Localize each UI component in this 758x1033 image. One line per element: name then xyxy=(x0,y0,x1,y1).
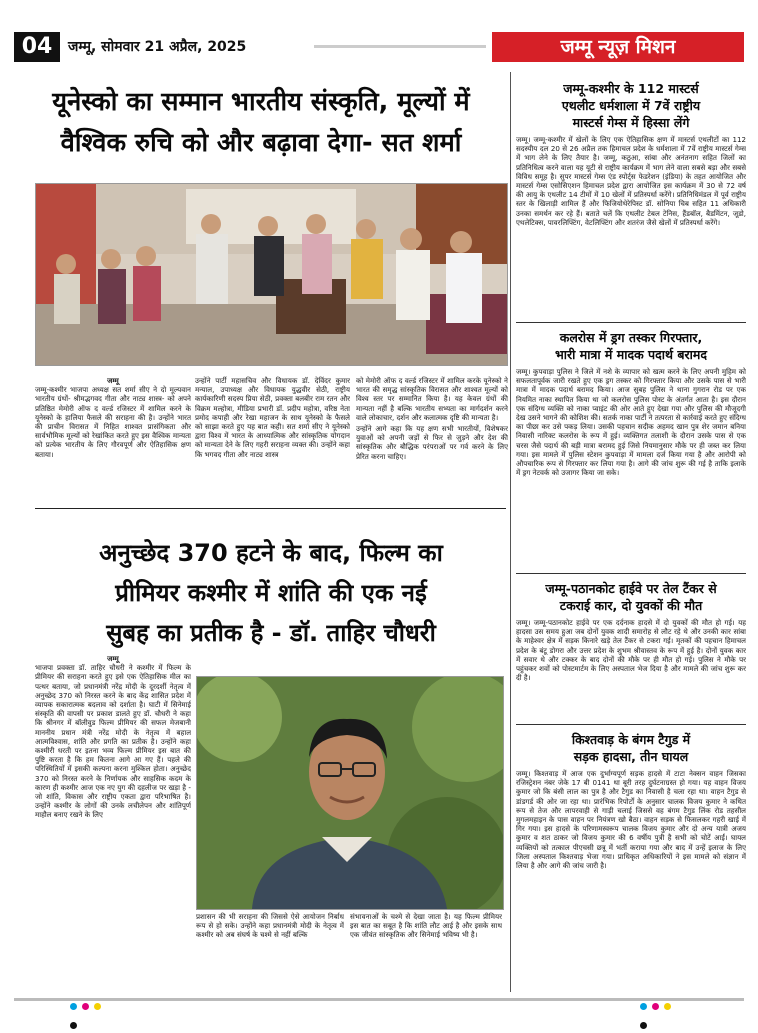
story1-headline xyxy=(18,82,504,164)
side4-headline-line1: किश्तवाड़ के बंगम टैगुड में xyxy=(571,732,691,747)
story1-col3 xyxy=(356,376,508,502)
story2-portrait-photo xyxy=(196,676,504,910)
story2-col1-text: भाजपा प्रवक्ता डॉ. ताहिर चौधरी ने कश्मीर में फिल्म के प्रीमियर की सराहना करते हुए इसे एक ऐतिहासिक मील का पत्थर बताया, जो प्रधानमंत्री नरेंद्र मोदी के दूरदर्शी नेतृत्व में अनुच्छेद 370 को निरस्त करने के बाद केंद्र शासित प्रदेश में व्यापक सकारात्मक बदलाव को दर्शाता है। घाटी में सिनेमाई संस्कृति की वापसी पर प्रकाश डालते हुए डॉ. चौधरी ने कहा कि श्रीनगर में बॉलीवुड फिल्म प्रीमियर की सफल मेजबानी माननीय प्रधान मंत्री नरेंद्र मोदी के नेतृत्व में बहाल आत्मविश्वास, शांति और प्रगति का प्रतीक है। उन्होंने कहा कश्मीरी धरती पर इतना भव्य फिल्म प्रीमियर इस बात की पुष्टि करता है कि हम कितना आगे आ गए हैं। पहले की परिस्थितियों में इसकी कल्पना करना मुश्किल होता। अनुच्छेद 370 को निरस्त करने के निर्णायक और साहसिक कदम के कारण ही कश्मीर आज एक नए युग की दहलीज पर खड़ा है - जो शांति, विकास और राष्ट्रीय एकता द्वारा परिभाषित है। उन्होंने कश्मीर के लोगों की उनके लचीलेपन और शांतिपूर्ण माहौल बनाए रखने के लिए xyxy=(35,663,191,820)
story2-headline-line1: अनुच्छेद 370 हटने के बाद, फिल्म का xyxy=(99,539,443,567)
story2-col3: संभावनाओं के चश्मे से देखा जाता है। यह फिल्म प्रीमियर इस बात का सबूत है कि शांति लौट आई है और इसके साथ एक जीवंत सांस्कृतिक और सिनेमाई भविष्य भी है। xyxy=(350,912,502,940)
side2-headline xyxy=(516,329,746,363)
side2-headline-line2: भारी मात्रा में मादक पदार्थ बरामद xyxy=(555,347,707,362)
story2-headline-line3: सुबह का प्रतीक है - डॉ. ताहिर चौधरी xyxy=(106,619,436,647)
story1-headline-line1: यूनेस्को का सम्मान भारतीय संस्कृति, मूल्यों में xyxy=(52,87,470,117)
registration-marks-left xyxy=(70,995,110,1003)
divider-story1-bottom xyxy=(35,508,506,509)
story2-headline xyxy=(38,533,504,653)
side1-headline-line2: एथलीट धर्मशाला में 7वें राष्ट्रीय xyxy=(561,98,701,113)
side-divider-3 xyxy=(516,724,746,725)
story2-col2: प्रशासन की भी सराहना की जिससे ऐसे आयोजन निर्बाध रूप से हो सके। उन्होंने कहा प्रधानमंत्री मोदी के नेतृत्व में कश्मीर को अब संघर्ष के चश्मे से नहीं बल्कि xyxy=(196,912,344,940)
side2-headline-line1: कलरोस में ड्रग तस्कर गिरफ्तार, xyxy=(559,330,703,345)
story2-col1 xyxy=(35,654,191,988)
side1-headline xyxy=(516,80,746,131)
portrait-illustration xyxy=(197,677,503,909)
side3-body: जम्मू। जम्मू-पठानकोट हाईवे पर एक दर्दनाक हादसे में दो युवकों की मौत हो गई। यह हादसा उस समय हुआ जब दोनों युवक शादी समारोह से लौट रहे थे और उनकी कार सांबा के माहेश्वर क्षेत्र में सड़क किनारे खड़े तेल टैंकर से टकरा गई। मृतकों की पहचान हिमाचल प्रदेश के बंटू डोगरा और उत्तर प्रदेश के शुभम श्रीवास्तव के रूप में हुई है। दोनों युवक कार में सवार थे और टक्कर के बाद दोनों की मौके पर ही मौत हो गई। पुलिस ने मौके पर पहुंचकर शवों को पोस्टमार्टम के लिए अस्पताल भेज दिया है और मामले की जांच शुरू कर दी है। xyxy=(516,618,746,683)
story1-col2: उन्होंने पार्टी महासचिव और विधायक डॉ. देविंदर कुमार मन्याल, उपाध्यक्ष और विधायक युद्धवीर सेठी, राष्ट्रीय कार्यकारिणी सदस्य प्रिया सेठी, प्रवक्ता बलबीर राम रतन और विक्रम मल्होत्रा, मीडिया प्रभारी डॉ. प्रदीप महोत्रा, वरिष्ठ नेता प्रमोद कपाही और रेखा महाजन के साथ यूनेस्को के फैसले को साझा करते हुए यह बात कही। सत शर्मा सीए ने यूनेस्को द्वारा विश्व में भारत के आध्यात्मिक और सांस्कृतिक योगदान को मान्यता देने के लिए गहरी सराहना व्यक्त की। उन्होंने कहा कि भगवद गीता और नाट्य शास्त्र xyxy=(195,376,350,459)
masthead: जम्मू न्यूज़ मिशन xyxy=(492,32,744,62)
story2-dateline: जम्मू xyxy=(107,654,119,663)
side1-body: जम्मू। जम्मू-कश्मीर में खेलों के लिए एक ऐतिहासिक क्षण में मास्टर्स एथलीटों का 112 सदस्यीय दल 20 से 26 अप्रैल तक हिमाचल प्रदेश के धर्मशाला में 7वें राष्ट्रीय मास्टर्स गेम्स में भाग लेने के लिए तैयार है। जम्मू, कठुआ, सांबा और अनंतनाग सहित जिलों का प्रतिनिधित्व करने वाला यह यूटी से राष्ट्रीय कार्यक्रम में भाग लेने वाला सबसे बड़ा और सबसे विविध समूह है। सुपर मास्टर्स गेम्स एंड स्पोर्ट्स फेडरेशन (इंडिया) के तहत आयोजित और मास्टर्स गेम्स एसोसिएशन हिमाचल प्रदेश द्वारा आयोजित इस कार्यक्रम में 30 से 72 वर्ष की आयु के एथलीट 14 टीमों में 10 खेलों में प्रतिस्पर्धा करेंगे। प्रतिनिधिमंडल में पूर्व राष्ट्रीय स्तर के खिलाड़ी शामिल हैं और फिजियोथेरेपिस्ट डॉ. सोनिया चिब सहित 11 अधिकारी उनका समर्थन कर रहे हैं। बताते चलें कि एथलीट टेबल टेनिस, हैंडबॉल, बैडमिंटन, जूडो, एथलेटिक्स, पावरलिफ्टिंग, वेटलिफ्टिंग और शतरंज जैसे खेलों में प्रतिस्पर्धा करेंगे। xyxy=(516,135,746,227)
page-number: 04 xyxy=(14,32,60,62)
side1-headline-line3: मास्टर्स गेम्स में हिस्सा लेंगे xyxy=(572,115,690,130)
story1-dateline: जम्मू xyxy=(107,376,119,385)
story1-photo xyxy=(35,183,508,366)
registration-marks-right xyxy=(640,995,680,1003)
sidebar-divider xyxy=(510,72,511,992)
side3-headline xyxy=(516,580,746,614)
story1-col1 xyxy=(35,376,191,502)
story1-col3-text: को मेमोरी ऑफ द वर्ल्ड रजिस्टर में शामिल करके यूनेस्को ने भारत की समृद्ध सांस्कृतिक विरासत और शाश्वत मूल्यों को विश्व स्तर पर सम्मानित किया है। यह केवल ग्रंथों की मान्यता नहीं है बल्कि भारतीय सभ्यता का मार्गदर्शन करने वाले लोकाचार, दर्शन और कलात्मक दृष्टि की मान्यता है। xyxy=(356,376,508,422)
story1-col1-text: जम्मू-कश्मीर भाजपा अध्यक्ष सत शर्मा सीए ने दो मूल्यवान भारतीय ग्रंथों- श्रीमद्भगवद गीता और नाट्य शास्त्र- को अपने प्रतिष्ठित मेमोरी ऑफ द वर्ल्ड रजिस्टर में शामिल करने के यूनेस्को के हालिया फैसले की सराहना की है। उन्होंने भारत की प्राचीन विरासत में निहित शाश्वत प्रासंगिकता और सार्वभौमिक मूल्यों को रेखांकित करते हुए इस वैश्विक मान्यता को प्रत्येक भारतीय के लिए गौरवपूर्ण और ऐतिहासिक क्षण बताया। xyxy=(35,385,191,459)
header-rule xyxy=(314,45,486,48)
bottom-rule xyxy=(14,998,744,1001)
side4-body: जम्मू। किश्तवाड़ में आज एक दुर्भाग्यपूर्ण सड़क हादसे में टाटा नेक्सन वाहन जिसका रजिस्ट्रेशन नंबर जेके 17 बी 0141 था बूरी तरह दुर्घटनाग्रस्त हो गया। यह वाहन विजय कुमार जो कि बंसी लाल का पुत्र है और टैगुड का निवासी है चला रहा था। वाहन टैगुड से डांडगर्ड की ओर जा रहा था। प्रारंभिक रिपोर्टों के अनुसार चालक विजय कुमार ने कथित रूप से तेज और लापरवाही से गाड़ी चलाई जिससे वह बंगम टैगुड लिंक रोड तहसील मुगलमहाइन के पास वाहन पर नियंत्रण खो बैठा। वाहन सड़क से फिसलकर गहरी खाई में गिर गया। इस हादसे के परिणामस्वरूप चालक विजय कुमार और दो अन्य यात्री अजय कुमार व शत ठाकर जो विजय कुमार की 6 वर्षीय पुत्री है सभी को चोटें आईं। घायल व्यक्तियों को तत्काल पीएचसी छत्रू में भर्ती कराया गया और बाद में उन्हें इलाज के लिए जिला अस्पताल किश्तवाड़ भेजा गया। प्राधिकृत अधिकारियों ने इस मामले को संज्ञान में लिया है और आगे की जांच जारी है। xyxy=(516,769,746,871)
story1-headline-line2: वैश्विक रुचि को और बढ़ावा देगा- सत शर्मा xyxy=(60,128,462,158)
side-divider-2 xyxy=(516,573,746,574)
side-divider-1 xyxy=(516,322,746,323)
side4-headline-line2: सड़क हादसा, तीन घायल xyxy=(573,749,689,764)
sidebar xyxy=(516,70,746,949)
story2-headline-line2: प्रीमियर कश्मीर में शांति की एक नई xyxy=(115,579,427,607)
story1-col4-text: उन्होंने आगे कहा कि यह क्षण सभी भारतीयों, विशेषकर युवाओं को अपनी जड़ों से फिर से जुड़ने और देश की सांस्कृतिक और बौद्धिक परंपराओं पर गर्व करने के लिए प्रेरित करना चाहिए। xyxy=(356,424,508,461)
side3-headline-line1: जम्मू-पठानकोट हाईवे पर तेल टैंकर से xyxy=(545,581,717,596)
side3-headline-line2: टकराई कार, दो युवकों की मौत xyxy=(559,598,703,613)
side2-body: जम्मू। कुपवाड़ा पुलिस ने जिले में नशे के व्यापार को खत्म करने के लिए अपनी मुहिम को सफलतापूर्वक जारी रखते हुए एक ड्रग तस्कर को गिरफ्तार किया और उसके पास से भारी मात्रा में मादक पदार्थ बरामद किया। आज सुबह पुलिस ने थाना गुगरान रोड पर एक नियमित नाका स्थापित किया था जो कलरोस पुलिस पोस्ट के अंतर्गत आता है। इस दौरान एक संदिग्ध व्यक्ति को नाका प्वाइंट की ओर आते हुए देखा गया और पुलिस की मौजूदगी देख उसने भागने की कोशिश की। सतर्क नाका पार्टी ने तत्परता से कार्रवाई करते हुए संदिग्ध का पीछा कर उसे पकड़ लिया। उसकी पहचान सदीक अहमद खान पुत्र शेर जमान बनिया निवासी नारिक्ट कलरोस के रूप में हुई। व्यक्तिगत तलाशी के दौरान उसके पास से एक चरस जैसे पदार्थ की बड़ी मात्रा बरामद हुई जिसे नियमानुसार मौके पर ही जब्त कर लिया गया। इस मामले में पुलिस स्टेशन कुपवाड़ा में मामला दर्ज किया गया है और आरोपी को औपचारिक रूप से गिरफ्तार कर लिया गया है। आगे की जांच शुरू की गई है ताकि इलाके में ड्रग नेटवर्क को उजागर किया जा सके। xyxy=(516,367,746,478)
meeting-photo-illustration xyxy=(36,184,507,365)
date-line: जम्मू, सोमवार 21 अप्रैल, 2025 xyxy=(68,39,247,55)
side1-headline-line1: जम्मू-कश्मीर के 112 मास्टर्स xyxy=(563,81,699,96)
side4-headline xyxy=(516,731,746,765)
page-header xyxy=(14,32,744,62)
